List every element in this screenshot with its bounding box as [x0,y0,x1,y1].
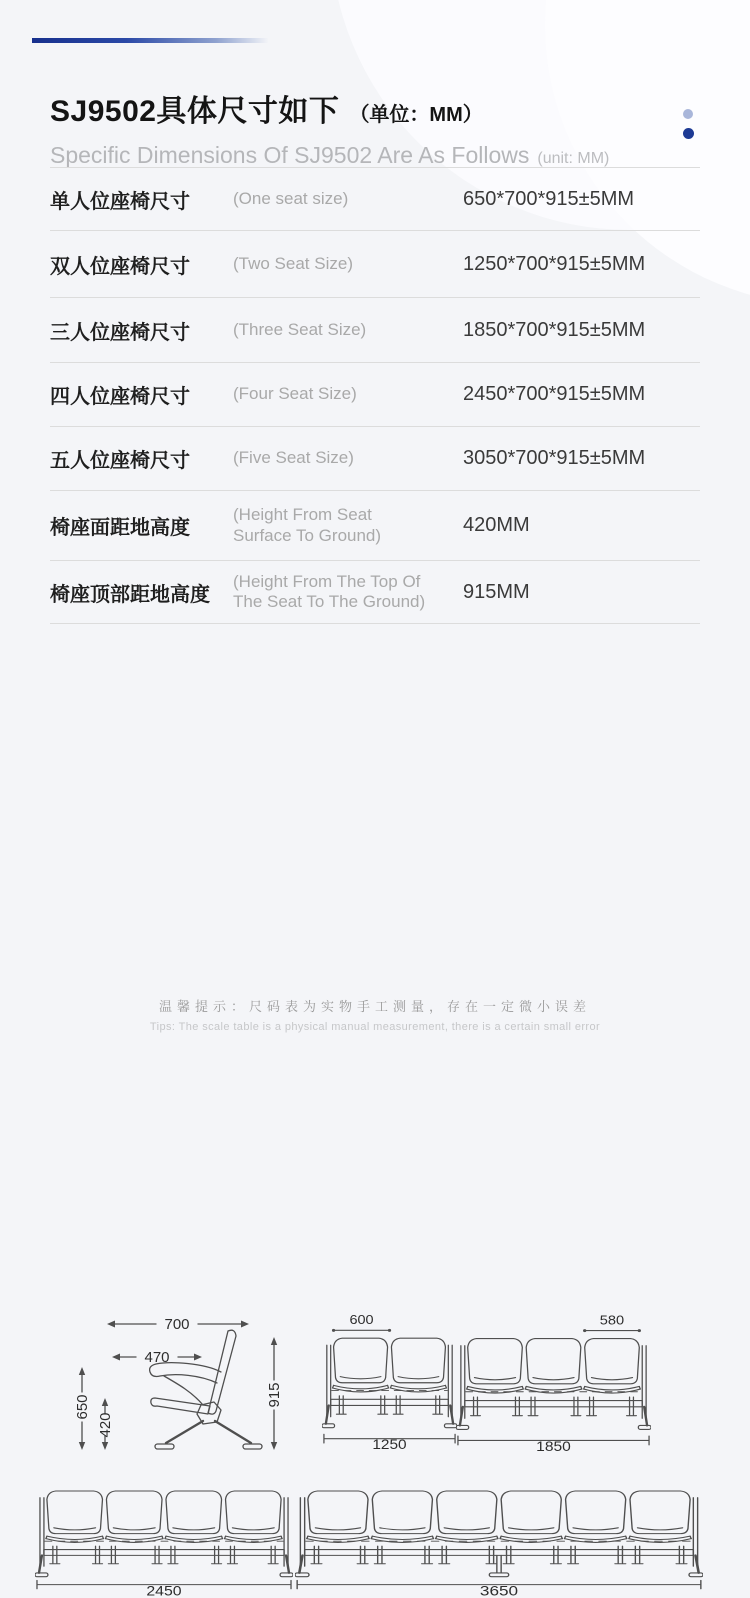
dim-label-total-width: 1250 [372,1437,407,1450]
dim-label-seat-width: 580 [599,1312,625,1328]
center-foot [489,1573,508,1577]
page-title [50,86,690,130]
side-chair-diagram [52,1310,307,1460]
tip-chinese: 温馨提示：尺码表为实物手工测量，存在一定微小误差 [158,999,591,1014]
row-label-en: (Two Seat Size) [233,253,353,273]
table-row [50,168,700,231]
dim-label-total-height: 915 [266,1382,283,1408]
row-value: 420MM [463,514,530,536]
row-label-cn: 四人位座椅尺寸 [50,386,190,408]
row-label-en: (Four Seat Size) [233,384,357,404]
front-foot [155,1444,174,1449]
title-chinese: SJ9502具体尺寸如下 [50,95,340,128]
dim-label-arm-height: 650 [74,1394,91,1420]
row-value: 2450*700*915±5MM [463,383,646,405]
decor-dot-light [683,109,693,119]
row-label-en: (Three Seat Size) [233,319,367,339]
decor-dot-dark [683,128,694,139]
dim-label-arm-depth: 470 [144,1349,170,1366]
table-row [50,561,700,624]
tip-english: Tips: The scale table is a physical manual measurement, there is a certain small error [149,1021,601,1033]
row-value: 1250*700*915±5MM [463,252,646,275]
decor-dots [682,109,694,139]
backrest-outline [208,1330,236,1414]
row-label-en: (Height From The Top Of The Seat To The Ground) [233,571,426,611]
table-row [50,363,700,427]
footer-tips [0,996,750,1033]
row-label-cn: 单人位座椅尺寸 [50,190,190,213]
row-value: 3050*700*915±5MM [463,447,646,469]
accent-gradient-bar [32,38,268,43]
row-label-cn: 双人位座椅尺寸 [50,255,190,278]
row-label-cn: 椅座面距地高度 [50,517,190,539]
row-label-en: (One seat size) [233,188,349,208]
row-value: 650*700*915±5MM [463,187,635,210]
row-label-en: (Height From Seat Surface To Ground) [233,505,382,545]
dim-label-total-width: 1850 [536,1439,571,1452]
row-label-cn: 椅座顶部距地高度 [50,583,210,606]
page-subtitle [50,142,690,169]
two-seat-diagram [322,1312,457,1450]
table-row [50,231,700,298]
six-seat-diagram [295,1486,703,1598]
row-value: 915MM [463,580,530,603]
table-row [50,491,700,561]
subtitle-english: Specific Dimensions Of SJ9502 Are As Follows [50,142,530,168]
dim-label-depth: 700 [164,1316,190,1333]
row-value: 1850*700*915±5MM [463,318,646,341]
table-row [50,427,700,491]
dim-label-seat-width: 600 [349,1312,374,1328]
row-label-cn: 五人位座椅尺寸 [50,450,190,472]
row-label-en: (Five Seat Size) [233,448,354,468]
header [50,86,690,169]
three-seat-diagram [456,1312,651,1452]
table-row [50,298,700,363]
dimension-table [50,167,700,624]
dim-label-total-width: 3650 [479,1584,519,1598]
dim-label-total-width: 2450 [146,1584,182,1598]
subtitle-unit: (unit: MM) [537,150,610,167]
rear-foot [243,1444,262,1449]
row-label-cn: 三人位座椅尺寸 [50,321,190,344]
four-seat-diagram [35,1486,293,1598]
dim-label-seat-height: 420 [97,1412,114,1438]
title-unit: （单位：MM） [349,104,483,126]
